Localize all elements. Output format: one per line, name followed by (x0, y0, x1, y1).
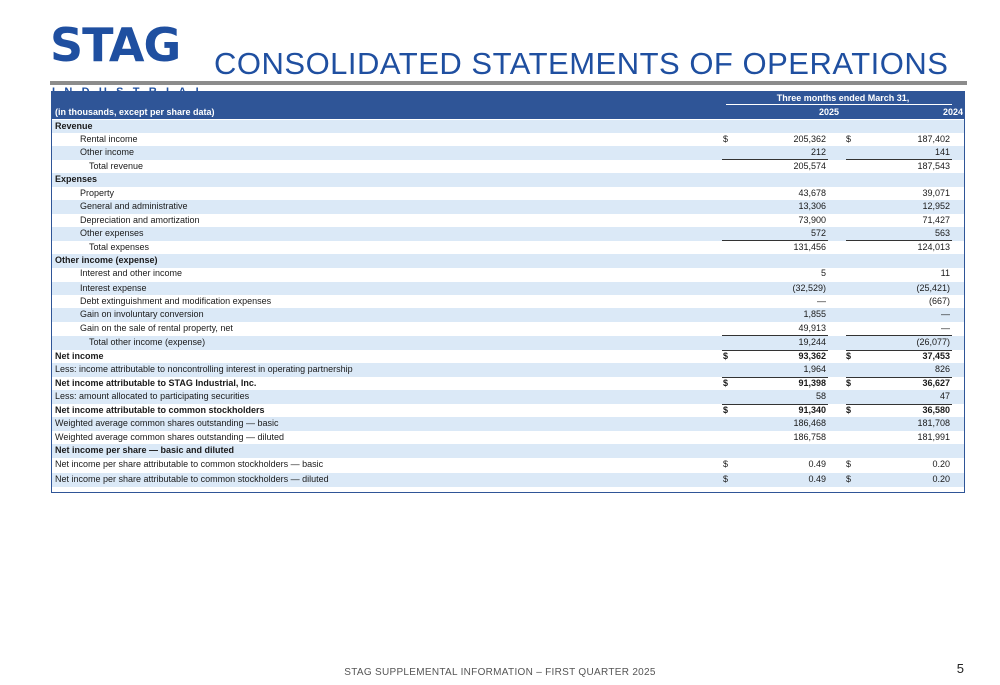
value-2025: 205,362 (793, 133, 826, 144)
value-2025: 1,964 (803, 364, 826, 374)
table-row (52, 282, 964, 296)
value-2024: — (941, 323, 950, 333)
table-row (52, 336, 964, 350)
logo-wordmark: STAG (50, 18, 181, 72)
row-label: Net income per share — basic and diluted (55, 445, 235, 455)
table-row (52, 431, 964, 445)
currency-symbol: $ (723, 350, 729, 361)
table-row (52, 404, 964, 418)
value-2024: 563 (934, 228, 950, 238)
table-row (52, 295, 964, 309)
period-label: Three months ended March 31, (776, 93, 910, 103)
row-label: Other income (80, 147, 135, 157)
total-rule (846, 377, 952, 378)
value-2025: 1,855 (803, 309, 826, 319)
row-label: Total revenue (89, 160, 144, 171)
value-2025: 205,574 (793, 160, 826, 171)
value-2025: 49,913 (798, 323, 826, 333)
table-row (52, 363, 964, 377)
row-label: Rental income (80, 133, 138, 144)
row-label: Gain on involuntary conversion (80, 309, 204, 319)
value-2024: (667) (928, 296, 950, 306)
total-rule (722, 404, 828, 405)
currency-symbol: $ (723, 474, 729, 484)
value-2025: 0.49 (808, 459, 826, 469)
value-2024: 141 (934, 147, 950, 157)
value-2024: 39,071 (922, 187, 950, 198)
row-label: Other expenses (80, 228, 144, 238)
table-row (52, 267, 964, 281)
table-row (52, 173, 964, 187)
total-rule (722, 350, 828, 351)
value-2024: 0.20 (932, 474, 950, 484)
table-row (52, 350, 964, 364)
value-2024: 12,952 (922, 201, 950, 211)
table-row (52, 146, 964, 160)
row-label: Interest expense (80, 282, 147, 293)
value-2025: 93,362 (798, 350, 826, 361)
stag-logo (50, 18, 200, 78)
value-2024: 47 (939, 391, 950, 401)
table-row (52, 120, 964, 134)
row-label: Revenue (55, 120, 93, 131)
value-2025: (32,529) (792, 282, 826, 293)
value-2024: 11 (940, 268, 950, 278)
value-2024: 0.20 (932, 459, 950, 469)
currency-symbol: $ (723, 133, 729, 144)
currency-symbol: $ (846, 350, 852, 361)
currency-symbol: $ (723, 377, 729, 388)
value-2025: 572 (810, 228, 826, 238)
value-2025: 91,398 (798, 377, 826, 388)
table-row (52, 308, 964, 322)
value-2025: 186,758 (793, 431, 826, 442)
value-2025: 13,306 (798, 201, 826, 211)
table-row (52, 417, 964, 431)
value-2024: — (941, 309, 950, 319)
value-2024: 124,013 (917, 241, 950, 252)
value-2024: 36,580 (922, 404, 950, 415)
value-2024: 181,991 (917, 431, 950, 442)
table-row (52, 444, 964, 458)
row-label: Interest and other income (80, 268, 183, 278)
row-label: Weighted average common shares outstanding — diluted (55, 431, 284, 442)
row-label: Depreciation and amortization (80, 214, 200, 225)
value-2025: 131,456 (793, 241, 826, 252)
page-number: 5 (956, 661, 964, 676)
total-rule (846, 404, 952, 405)
row-label: Total expenses (89, 241, 150, 252)
value-2025: 0.49 (808, 474, 826, 484)
row-label: Debt extinguishment and modification expenses (80, 296, 272, 306)
table-row (52, 377, 964, 391)
year-2025-header: 2025 (818, 107, 839, 117)
value-2025: 5 (820, 268, 826, 278)
value-2024: 36,627 (922, 377, 950, 388)
value-2024: (25,421) (916, 282, 950, 293)
table-row (52, 322, 964, 336)
value-2025: 212 (810, 147, 826, 157)
currency-symbol: $ (846, 474, 852, 484)
row-label: General and administrative (80, 201, 188, 211)
table-row (52, 200, 964, 214)
row-label: Net income attributable to common stockholders (55, 404, 265, 415)
currency-symbol: $ (723, 459, 729, 469)
table-row (52, 473, 964, 487)
table-row (52, 187, 964, 201)
value-2024: 187,543 (917, 160, 950, 171)
row-label: Less: amount allocated to participating securities (55, 391, 250, 401)
year-2024-header: 2024 (942, 107, 963, 117)
value-2024: 71,427 (922, 214, 950, 225)
table-header-columns (52, 105, 964, 119)
currency-symbol: $ (723, 404, 729, 415)
footer-text: STAG SUPPLEMENTAL INFORMATION – FIRST QUARTER 2025 (344, 667, 656, 678)
row-label: Property (80, 187, 115, 198)
page-title: CONSOLIDATED STATEMENTS OF OPERATIONS (214, 46, 949, 81)
value-2025: 186,468 (793, 418, 826, 428)
row-label: Net income per share attributable to common stockholders — diluted (55, 474, 329, 484)
value-2024: 37,453 (922, 350, 950, 361)
total-rule (722, 377, 828, 378)
value-2025: 73,900 (798, 214, 826, 225)
table-row (52, 160, 964, 174)
currency-symbol: $ (846, 459, 852, 469)
currency-symbol: $ (846, 133, 852, 144)
statement-table (51, 91, 965, 493)
row-label: Less: income attributable to noncontrolling interest in operating partnership (55, 364, 353, 374)
value-2024: 826 (934, 364, 950, 374)
value-2025: 91,340 (798, 404, 826, 415)
title-divider (50, 81, 967, 85)
row-label: Net income per share attributable to common stockholders — basic (55, 459, 324, 469)
row-label: Net income (55, 350, 104, 361)
value-2024: (26,077) (916, 337, 950, 347)
table-row (52, 254, 964, 268)
units-label: (in thousands, except per share data) (55, 107, 215, 117)
row-label: Other income (expense) (55, 255, 158, 265)
row-label: Weighted average common shares outstanding — basic (55, 418, 279, 428)
table-row (52, 133, 964, 147)
row-label: Total other income (expense) (89, 337, 206, 347)
table-row (52, 241, 964, 255)
value-2025: — (817, 296, 826, 306)
row-label: Net income attributable to STAG Industrial, Inc. (55, 377, 257, 388)
total-rule (846, 350, 952, 351)
row-label: Gain on the sale of rental property, net (80, 323, 233, 333)
table-row (52, 227, 964, 241)
table-row (52, 458, 964, 472)
value-2024: 187,402 (917, 133, 950, 144)
currency-symbol: $ (846, 377, 852, 388)
value-2025: 19,244 (798, 337, 826, 347)
value-2024: 181,708 (917, 418, 950, 428)
table-row (52, 390, 964, 404)
table-row (52, 214, 964, 228)
table-header-period (52, 92, 964, 105)
value-2025: 58 (815, 391, 826, 401)
row-label: Expenses (55, 174, 98, 184)
currency-symbol: $ (846, 404, 852, 415)
value-2025: 43,678 (798, 187, 826, 198)
